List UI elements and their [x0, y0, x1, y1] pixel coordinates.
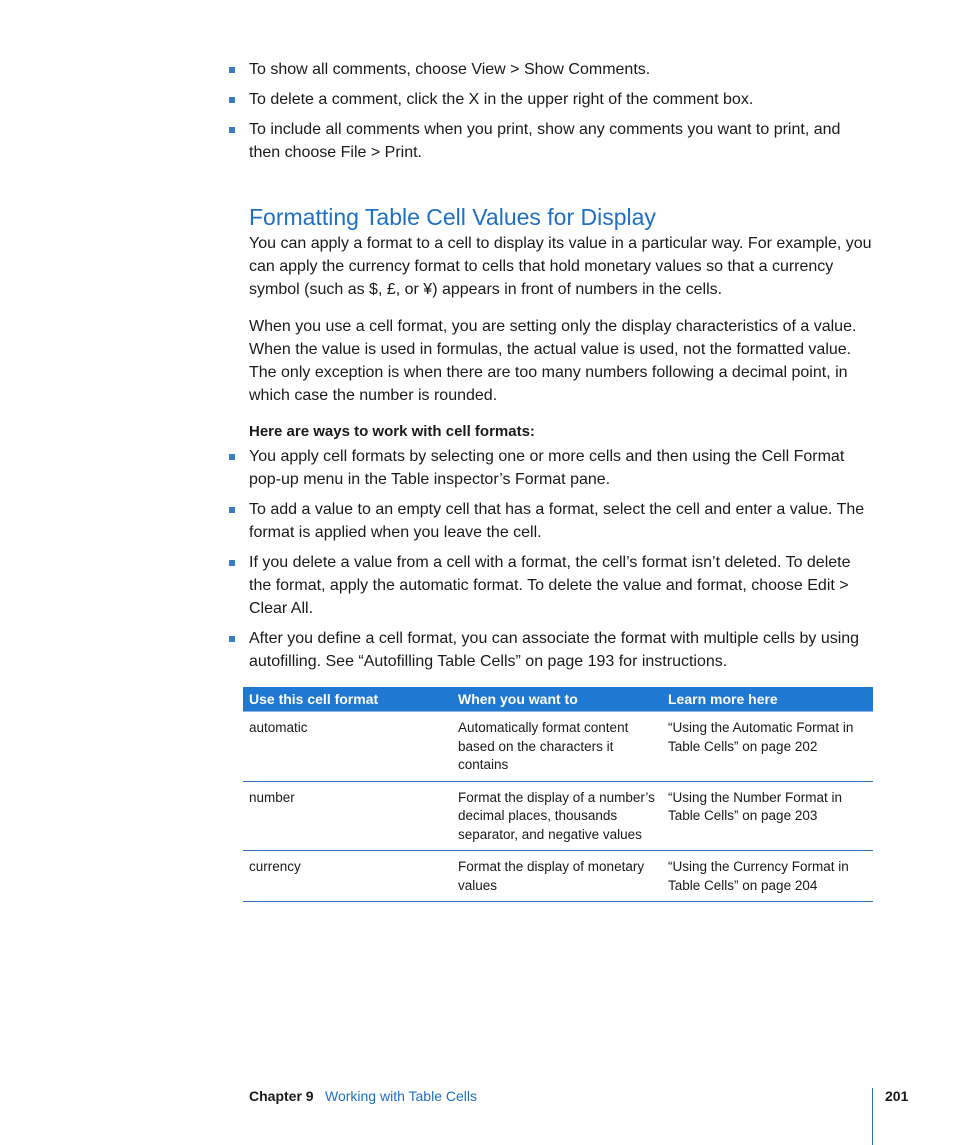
table-cell: “Using the Automatic Format in Table Cells” on page 202: [662, 712, 873, 782]
column-header: Use this cell format: [243, 687, 452, 712]
table-header-row: [243, 687, 873, 712]
table-row: [243, 851, 873, 902]
list-item: [249, 445, 874, 491]
footer-divider: [872, 1088, 873, 1145]
list-item: [249, 498, 874, 544]
table-cell: Automatically format content based on the characters it contains: [452, 712, 662, 782]
table-cell: “Using the Currency Format in Table Cells” on page 204: [662, 851, 873, 902]
table-row: [243, 712, 873, 782]
list-item: [249, 118, 874, 164]
list-item-text: To add a value to an empty cell that has a format, select the cell and enter a value. The format is applied when you leave the cell.: [249, 501, 865, 541]
bullet-square-icon: [229, 507, 235, 513]
column-header: When you want to: [452, 687, 662, 712]
intro-paragraph: You can apply a format to a cell to display its value in a particular way. For example, you can apply the currency format to cells that hold monetary values so that a currency symbol (such as $, £, or ¥) appears in front of numbers in the cells.: [249, 235, 872, 298]
table-cell: Format the display of a number’s decimal places, thousands separator, and negative values: [452, 781, 662, 851]
table-cell: automatic: [243, 712, 452, 782]
table-cell: Format the display of monetary values: [452, 851, 662, 902]
list-item-text: To delete a comment, click the X in the upper right of the comment box.: [249, 91, 754, 108]
section-heading: Formatting Table Cell Values for Display: [249, 204, 656, 230]
list-item-text: After you define a cell format, you can associate the format with multiple cells by using autofilling. See “Autofilling Table Cells” on page 193 for instructions.: [249, 630, 860, 670]
bullet-square-icon: [229, 97, 235, 103]
table-cell: number: [243, 781, 452, 851]
bullet-square-icon: [229, 67, 235, 73]
list-item-text: If you delete a value from a cell with a format, the cell’s format isn’t deleted. To delete the format, apply the automatic format. To delete the value and format, choose Edit > Clear All.: [249, 554, 851, 617]
list-item-text: To show all comments, choose View > Show Comments.: [249, 61, 651, 78]
bullet-square-icon: [229, 560, 235, 566]
list-item: [249, 58, 874, 81]
cell-format-bullet-list: [249, 445, 874, 680]
footer-chapter-label: Chapter 9: [249, 1088, 314, 1104]
list-item-text: You apply cell formats by selecting one or more cells and then using the Cell Format pop-up menu in the Table inspector’s Format pane.: [249, 448, 845, 488]
comments-bullet-list: [249, 58, 874, 171]
list-item-text: To include all comments when you print, show any comments you want to print, and then choose File > Print.: [249, 121, 841, 161]
cell-format-table: [243, 687, 873, 902]
page-number: 201: [885, 1088, 909, 1104]
bullet-square-icon: [229, 636, 235, 642]
bullet-square-icon: [229, 127, 235, 133]
display-paragraph: When you use a cell format, you are setting only the display characteristics of a value. When the value is used in formulas, the actual value is used, not the formatted value. The only exception is when there are too many numbers following a decimal point, in which case the number is rounded.: [249, 318, 857, 404]
footer-chapter-title: Working with Table Cells: [325, 1088, 477, 1104]
table-cell: currency: [243, 851, 452, 902]
table-row: [243, 781, 873, 851]
bullet-square-icon: [229, 454, 235, 460]
list-item: [249, 88, 874, 111]
list-item: [249, 551, 874, 620]
list-item: [249, 627, 874, 673]
lead-in-heading: Here are ways to work with cell formats:: [249, 423, 535, 440]
column-header: Learn more here: [662, 687, 873, 712]
table-cell: “Using the Number Format in Table Cells” on page 203: [662, 781, 873, 851]
